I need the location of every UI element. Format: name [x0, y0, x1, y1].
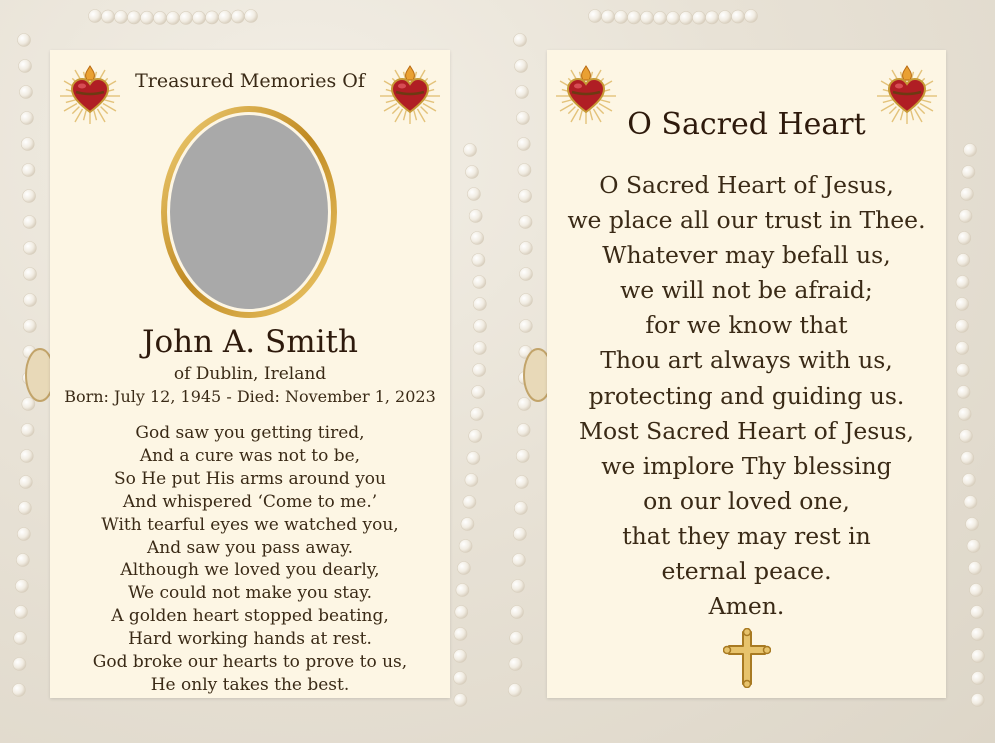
rosary-bead — [968, 562, 981, 575]
rosary-bead — [206, 11, 219, 24]
photo-placeholder — [170, 115, 328, 309]
rosary-bead — [457, 562, 470, 575]
rosary-bead — [18, 502, 31, 515]
rosary-bead — [511, 580, 524, 593]
rosary-bead — [958, 408, 971, 421]
prayer-line: for we know that — [645, 311, 848, 340]
rosary-bead — [964, 144, 977, 157]
rosary-bead — [971, 672, 984, 685]
rosary-bead — [18, 34, 31, 47]
rosary-bead — [219, 11, 232, 24]
rosary-bead — [961, 452, 974, 465]
rosary-bead — [19, 476, 32, 489]
rosary-bead — [959, 430, 972, 443]
poem-line: So He put His arms around you — [113, 468, 386, 489]
rosary-bead — [510, 632, 523, 645]
rosary-bead — [454, 694, 467, 707]
rosary-bead — [519, 294, 532, 307]
rosary-bead — [455, 606, 468, 619]
rosary-bead — [958, 232, 971, 245]
rosary-bead — [959, 210, 972, 223]
rosary-bead — [454, 650, 467, 663]
rosary-bead — [180, 11, 193, 24]
deceased-name: John A. Smith — [142, 324, 358, 360]
rosary-bead — [141, 11, 154, 24]
rosary-bead — [23, 242, 36, 255]
memorial-card-front — [50, 50, 450, 698]
rosary-bead — [102, 10, 115, 23]
rosary-bead — [89, 10, 102, 23]
rosary-bead — [467, 188, 480, 201]
rosary-bead — [957, 386, 970, 399]
rosary-bead — [956, 364, 969, 377]
rosary-bead — [971, 628, 984, 641]
rosary-bead — [956, 276, 969, 289]
rosary-bead — [519, 190, 532, 203]
rosary-bead — [962, 474, 975, 487]
header-title: Treasured Memories Of — [135, 70, 365, 92]
rosary-bead — [602, 10, 615, 23]
rosary-bead — [641, 11, 654, 24]
rosary-bead — [473, 342, 486, 355]
rosary-bead — [471, 232, 484, 245]
rosary-bead — [469, 430, 482, 443]
rosary-bead — [16, 554, 29, 567]
rosary-bead — [12, 684, 25, 697]
prayer-line: Most Sacred Heart of Jesus, — [578, 416, 915, 445]
rosary-bead — [514, 502, 527, 515]
rosary-bead — [654, 11, 667, 24]
rosary-bead — [245, 10, 258, 23]
rosary-bead — [966, 518, 979, 531]
cross-icon — [723, 628, 771, 688]
prayer-text — [547, 168, 946, 624]
rosary-bead — [473, 364, 486, 377]
prayer-line: we place all our trust in Thee. — [567, 206, 926, 235]
rosary-bead — [469, 210, 482, 223]
rosary-bead — [18, 60, 31, 73]
rosary-bead — [21, 424, 34, 437]
rosary-bead — [465, 474, 478, 487]
rosary-bead — [510, 606, 523, 619]
poem-line: And a cure was not to be, — [139, 445, 361, 466]
rosary-bead — [519, 268, 532, 281]
rosary-bead — [516, 450, 529, 463]
rosary-bead — [20, 112, 33, 125]
rosary-bead — [470, 408, 483, 421]
rosary-bead — [519, 320, 532, 333]
rosary-bead — [517, 138, 530, 151]
rosary-bead — [23, 294, 36, 307]
rosary-bead — [706, 11, 719, 24]
rosary-bead — [667, 12, 680, 25]
prayer-line: we will not be afraid; — [620, 276, 873, 305]
rosary-bead — [516, 112, 529, 125]
rosary-bead — [519, 216, 532, 229]
rosary-bead — [514, 60, 527, 73]
rosary-bead — [473, 320, 486, 333]
rosary-bead — [454, 672, 467, 685]
prayer-line: O Sacred Heart of Jesus, — [599, 171, 894, 199]
rosary-bead — [14, 606, 27, 619]
rosary-bead — [23, 190, 36, 203]
rosary-bead — [19, 86, 32, 99]
rosary-bead — [512, 554, 525, 567]
prayer-line: on our loved one, — [643, 486, 850, 515]
rosary-bead — [472, 254, 485, 267]
photo-frame — [157, 102, 341, 322]
rosary-bead — [232, 10, 245, 23]
poem-line: With tearful eyes we watched you, — [101, 514, 399, 535]
rosary-bead — [115, 11, 128, 24]
rosary-bead — [473, 298, 486, 311]
rosary-bead — [518, 398, 531, 411]
rosary-bead — [957, 254, 970, 267]
rosary-bead — [515, 476, 528, 489]
poem-line: We could not make you stay. — [127, 583, 373, 604]
prayer-line: that they may rest in — [622, 521, 871, 550]
rosary-bead — [970, 606, 983, 619]
poem-line: And whispered ‘Come to me.’ — [122, 491, 378, 512]
rosary-bead — [23, 268, 36, 281]
rosary-bead — [971, 694, 984, 707]
rosary-bead — [962, 166, 975, 179]
rosary-bead — [463, 496, 476, 509]
poem-line: Hard working hands at rest. — [128, 629, 372, 650]
rosary-bead — [732, 10, 745, 23]
rosary-bead — [964, 496, 977, 509]
rosary-bead — [15, 580, 28, 593]
rosary-bead — [515, 86, 528, 99]
rosary-bead — [472, 386, 485, 399]
rosary-bead — [167, 12, 180, 25]
rosary-bead — [518, 164, 531, 177]
prayer-line: Thou art always with us, — [600, 346, 893, 375]
rosary-bead — [473, 276, 486, 289]
prayer-line: eternal peace. — [661, 557, 832, 586]
rosary-bead — [154, 11, 167, 24]
poem-line: He only takes the best. — [150, 674, 350, 695]
rosary-bead — [13, 658, 26, 671]
memorial-card-back — [547, 50, 946, 698]
rosary-bead — [22, 164, 35, 177]
rosary-bead — [22, 398, 35, 411]
prayer-line: Amen. — [708, 592, 785, 621]
rosary-bead — [680, 11, 693, 24]
rosary-bead — [970, 584, 983, 597]
prayer-line: we implore Thy blessing — [601, 451, 892, 480]
rosary-bead — [517, 424, 530, 437]
poem-line: And saw you pass away. — [147, 537, 353, 558]
rosary-bead — [14, 632, 27, 645]
prayer-line: Whatever may befall us, — [602, 241, 891, 270]
poem-line: God broke our hearts to prove to us, — [92, 652, 408, 673]
rosary-bead — [719, 11, 732, 24]
rosary-bead — [20, 450, 33, 463]
origin-text: of Dublin, Ireland — [173, 364, 327, 384]
rosary-bead — [128, 11, 141, 24]
rosary-bead — [956, 342, 969, 355]
prayer-line: protecting and guiding us. — [588, 381, 905, 410]
rosary-bead — [589, 10, 602, 23]
rosary-bead — [745, 10, 758, 23]
rosary-bead — [693, 11, 706, 24]
memorial-poem — [50, 422, 450, 697]
poem-line: A golden heart stopped beating, — [111, 606, 389, 627]
rosary-bead — [454, 628, 467, 641]
rosary-bead — [514, 34, 527, 47]
rosary-bead — [23, 216, 36, 229]
rosary-bead — [509, 658, 522, 671]
poem-line: Although we loved you dearly, — [120, 560, 380, 581]
rosary-bead — [628, 11, 641, 24]
rosary-bead — [971, 650, 984, 663]
rosary-bead — [513, 528, 526, 541]
rosary-bead — [17, 528, 30, 541]
rosary-bead — [456, 584, 469, 597]
poem-line: God saw you getting tired, — [135, 423, 365, 443]
rosary-bead — [956, 298, 969, 311]
rosary-bead — [960, 188, 973, 201]
dates-text: Born: July 12, 1945 - Died: November 1, 2023 — [64, 387, 436, 406]
rosary-bead — [519, 242, 532, 255]
rosary-bead — [459, 540, 472, 553]
rosary-bead — [23, 320, 36, 333]
rosary-bead — [464, 144, 477, 157]
rosary-bead — [967, 540, 980, 553]
rosary-bead — [956, 320, 969, 333]
rosary-bead — [465, 166, 478, 179]
prayer-title: O Sacred Heart — [627, 107, 866, 142]
rosary-bead — [615, 11, 628, 24]
rosary-bead — [21, 138, 34, 151]
rosary-bead — [193, 11, 206, 24]
rosary-bead — [508, 684, 521, 697]
rosary-bead — [461, 518, 474, 531]
rosary-bead — [467, 452, 480, 465]
